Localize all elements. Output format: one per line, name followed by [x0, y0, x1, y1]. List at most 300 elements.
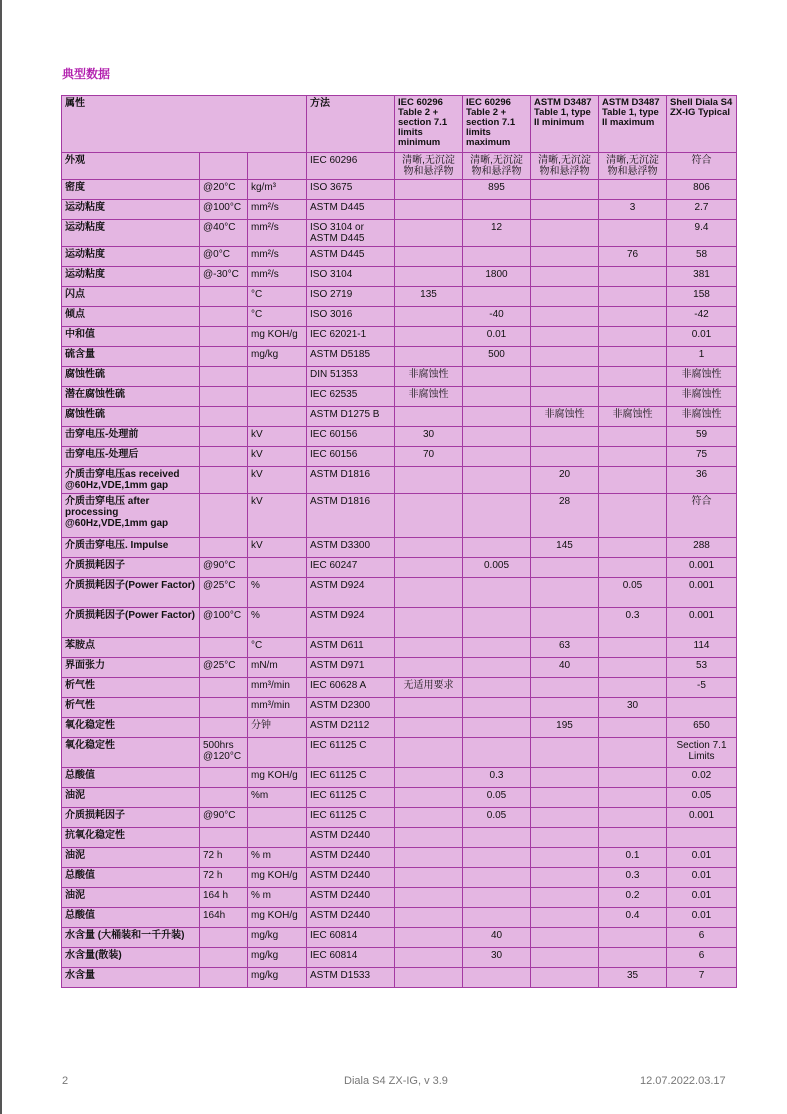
typical-cell: 75 — [667, 447, 737, 467]
astm-min-cell — [531, 447, 599, 467]
iec-min-cell — [395, 220, 463, 247]
iec-min-cell — [395, 888, 463, 908]
condition-cell — [200, 638, 248, 658]
method-cell: IEC 60296 — [307, 153, 395, 180]
iec-max-cell: 0.005 — [463, 558, 531, 578]
astm-min-cell — [531, 367, 599, 387]
iec-min-cell — [395, 247, 463, 267]
unit-cell: kg/m³ — [248, 180, 307, 200]
iec-min-cell: 无适用要求 — [395, 678, 463, 698]
iec-min-cell — [395, 848, 463, 868]
iec-min-cell — [395, 768, 463, 788]
iec-max-cell — [463, 494, 531, 538]
unit-cell — [248, 738, 307, 768]
typical-cell: 0.001 — [667, 608, 737, 638]
iec-min-cell — [395, 200, 463, 220]
method-cell: ASTM D611 — [307, 638, 395, 658]
property-cell: 介质击穿电压as received @60Hz,VDE,1mm gap — [62, 467, 200, 494]
typical-cell: 806 — [667, 180, 737, 200]
unit-cell: mN/m — [248, 658, 307, 678]
property-cell: 硫含量 — [62, 347, 200, 367]
table-row — [62, 347, 737, 367]
table-row — [62, 678, 737, 698]
method-cell: IEC 60814 — [307, 948, 395, 968]
table-row — [62, 718, 737, 738]
method-cell: ASTM D2112 — [307, 718, 395, 738]
typical-cell: 0.01 — [667, 848, 737, 868]
condition-cell — [200, 367, 248, 387]
table-row — [62, 558, 737, 578]
property-cell: 苯胺点 — [62, 638, 200, 658]
unit-cell: % m — [248, 848, 307, 868]
method-cell: IEC 60156 — [307, 427, 395, 447]
table-row — [62, 698, 737, 718]
method-cell: ASTM D2440 — [307, 888, 395, 908]
typical-cell — [667, 698, 737, 718]
property-cell: 析气性 — [62, 698, 200, 718]
iec-max-cell: 500 — [463, 347, 531, 367]
method-cell: ASTM D2440 — [307, 828, 395, 848]
iec-max-cell: 清晰,无沉淀物和悬浮物 — [463, 153, 531, 180]
astm-min-cell — [531, 928, 599, 948]
iec-max-cell: 0.3 — [463, 768, 531, 788]
astm-max-cell — [599, 347, 667, 367]
typical-cell: 符合 — [667, 494, 737, 538]
table-row — [62, 407, 737, 427]
condition-cell — [200, 327, 248, 347]
unit-cell: mg/kg — [248, 928, 307, 948]
typical-cell — [667, 828, 737, 848]
iec-min-cell — [395, 928, 463, 948]
iec-max-cell — [463, 738, 531, 768]
method-cell: ISO 2719 — [307, 287, 395, 307]
header-iec-max: IEC 60296 Table 2 + section 7.1 limits maximum — [463, 96, 531, 153]
iec-min-cell — [395, 347, 463, 367]
method-cell: ASTM D3300 — [307, 538, 395, 558]
iec-max-cell: 12 — [463, 220, 531, 247]
astm-min-cell — [531, 738, 599, 768]
astm-max-cell — [599, 494, 667, 538]
condition-cell — [200, 698, 248, 718]
astm-min-cell — [531, 307, 599, 327]
astm-min-cell — [531, 327, 599, 347]
iec-max-cell — [463, 968, 531, 988]
condition-cell: @25°C — [200, 578, 248, 608]
iec-max-cell — [463, 287, 531, 307]
iec-max-cell — [463, 407, 531, 427]
iec-min-cell — [395, 638, 463, 658]
astm-min-cell — [531, 200, 599, 220]
property-cell: 总酸值 — [62, 768, 200, 788]
iec-min-cell — [395, 180, 463, 200]
astm-min-cell: 195 — [531, 718, 599, 738]
method-cell: ASTM D924 — [307, 608, 395, 638]
astm-max-cell — [599, 220, 667, 247]
astm-min-cell: 145 — [531, 538, 599, 558]
unit-cell: kV — [248, 447, 307, 467]
table-row — [62, 638, 737, 658]
astm-min-cell — [531, 698, 599, 718]
iec-min-cell — [395, 908, 463, 928]
unit-cell: kV — [248, 467, 307, 494]
iec-min-cell — [395, 968, 463, 988]
astm-min-cell — [531, 287, 599, 307]
property-cell: 油泥 — [62, 788, 200, 808]
property-cell: 氧化稳定性 — [62, 718, 200, 738]
typical-cell: 0.001 — [667, 558, 737, 578]
iec-max-cell — [463, 678, 531, 698]
method-cell: IEC 61125 C — [307, 788, 395, 808]
astm-max-cell — [599, 558, 667, 578]
condition-cell: @40°C — [200, 220, 248, 247]
method-cell: IEC 61125 C — [307, 738, 395, 768]
condition-cell — [200, 467, 248, 494]
typical-cell: 36 — [667, 467, 737, 494]
method-cell: ASTM D971 — [307, 658, 395, 678]
footer-page-number: 2 — [62, 1075, 69, 1087]
table-row — [62, 447, 737, 467]
table-row — [62, 538, 737, 558]
unit-cell: mm²/s — [248, 220, 307, 247]
property-cell: 油泥 — [62, 848, 200, 868]
iec-min-cell — [395, 788, 463, 808]
unit-cell: mm³/min — [248, 698, 307, 718]
astm-max-cell: 0.4 — [599, 908, 667, 928]
table-row — [62, 908, 737, 928]
property-cell: 腐蚀性硫 — [62, 407, 200, 427]
method-cell: ASTM D1816 — [307, 467, 395, 494]
unit-cell: mg/kg — [248, 948, 307, 968]
property-cell: 油泥 — [62, 888, 200, 908]
iec-max-cell — [463, 367, 531, 387]
iec-min-cell — [395, 267, 463, 287]
astm-max-cell — [599, 718, 667, 738]
unit-cell — [248, 828, 307, 848]
unit-cell — [248, 387, 307, 407]
method-cell: IEC 61125 C — [307, 808, 395, 828]
astm-min-cell — [531, 788, 599, 808]
property-cell: 运动粘度 — [62, 200, 200, 220]
astm-min-cell: 63 — [531, 638, 599, 658]
table-body — [62, 153, 737, 988]
property-cell: 运动粘度 — [62, 220, 200, 247]
unit-cell: %m — [248, 788, 307, 808]
iec-max-cell — [463, 387, 531, 407]
unit-cell: % m — [248, 888, 307, 908]
iec-min-cell — [395, 608, 463, 638]
typical-data-table — [61, 95, 737, 988]
property-cell: 总酸值 — [62, 908, 200, 928]
iec-min-cell — [395, 948, 463, 968]
condition-cell — [200, 678, 248, 698]
astm-max-cell — [599, 768, 667, 788]
table-row — [62, 307, 737, 327]
astm-max-cell: 30 — [599, 698, 667, 718]
iec-min-cell: 非腐蚀性 — [395, 387, 463, 407]
typical-cell: 158 — [667, 287, 737, 307]
astm-max-cell — [599, 467, 667, 494]
table-row — [62, 153, 737, 180]
method-cell: ASTM D924 — [307, 578, 395, 608]
property-cell: 析气性 — [62, 678, 200, 698]
footer-date: 12.07.2022.03.17 — [640, 1075, 726, 1087]
iec-max-cell — [463, 608, 531, 638]
condition-cell — [200, 427, 248, 447]
unit-cell: mm³/min — [248, 678, 307, 698]
header-astm-min: ASTM D3487 Table 1, type II minimum — [531, 96, 599, 153]
typical-cell: 114 — [667, 638, 737, 658]
iec-max-cell — [463, 538, 531, 558]
astm-min-cell — [531, 968, 599, 988]
astm-min-cell — [531, 180, 599, 200]
method-cell: ASTM D1816 — [307, 494, 395, 538]
iec-min-cell: 30 — [395, 427, 463, 447]
condition-cell — [200, 788, 248, 808]
typical-cell: 0.05 — [667, 788, 737, 808]
condition-cell: 72 h — [200, 868, 248, 888]
footer-doc-name: Diala S4 ZX-IG, v 3.9 — [344, 1075, 448, 1087]
unit-cell: kV — [248, 494, 307, 538]
table-row — [62, 367, 737, 387]
property-cell: 中和值 — [62, 327, 200, 347]
astm-max-cell — [599, 948, 667, 968]
table-row — [62, 888, 737, 908]
condition-cell: 164 h — [200, 888, 248, 908]
method-cell: ASTM D1275 B — [307, 407, 395, 427]
iec-max-cell: 0.01 — [463, 327, 531, 347]
header-astm-max: ASTM D3487 Table 1, type II maximum — [599, 96, 667, 153]
typical-cell: 7 — [667, 968, 737, 988]
condition-cell: 500hrs @120°C — [200, 738, 248, 768]
astm-min-cell: 40 — [531, 658, 599, 678]
header-method: 方法 — [307, 96, 395, 153]
condition-cell: @90°C — [200, 808, 248, 828]
condition-cell: @-30°C — [200, 267, 248, 287]
method-cell: IEC 60628 A — [307, 678, 395, 698]
astm-max-cell — [599, 828, 667, 848]
astm-max-cell — [599, 738, 667, 768]
property-cell: 运动粘度 — [62, 267, 200, 287]
unit-cell: mg KOH/g — [248, 868, 307, 888]
iec-max-cell: 40 — [463, 928, 531, 948]
condition-cell: @25°C — [200, 658, 248, 678]
astm-min-cell — [531, 848, 599, 868]
unit-cell: °C — [248, 287, 307, 307]
typical-cell: 0.001 — [667, 808, 737, 828]
condition-cell — [200, 153, 248, 180]
iec-max-cell — [463, 828, 531, 848]
table-row — [62, 247, 737, 267]
condition-cell: @100°C — [200, 608, 248, 638]
unit-cell: mg KOH/g — [248, 908, 307, 928]
method-cell: ISO 3104 or ASTM D445 — [307, 220, 395, 247]
iec-max-cell — [463, 848, 531, 868]
astm-max-cell: 76 — [599, 247, 667, 267]
iec-min-cell: 135 — [395, 287, 463, 307]
iec-max-cell — [463, 658, 531, 678]
astm-min-cell — [531, 888, 599, 908]
typical-cell: 符合 — [667, 153, 737, 180]
iec-max-cell — [463, 578, 531, 608]
header-iec-min: IEC 60296 Table 2 + section 7.1 limits minimum — [395, 96, 463, 153]
unit-cell — [248, 558, 307, 578]
astm-min-cell — [531, 267, 599, 287]
unit-cell — [248, 367, 307, 387]
astm-min-cell — [531, 868, 599, 888]
property-cell: 介质损耗因子(Power Factor) — [62, 578, 200, 608]
iec-min-cell — [395, 738, 463, 768]
astm-min-cell: 20 — [531, 467, 599, 494]
condition-cell — [200, 928, 248, 948]
condition-cell: 72 h — [200, 848, 248, 868]
iec-min-cell: 非腐蚀性 — [395, 367, 463, 387]
iec-max-cell — [463, 908, 531, 928]
method-cell: IEC 61125 C — [307, 768, 395, 788]
table-row — [62, 387, 737, 407]
page-left-border — [0, 0, 2, 1114]
astm-max-cell: 0.3 — [599, 868, 667, 888]
typical-cell: 59 — [667, 427, 737, 447]
astm-max-cell — [599, 427, 667, 447]
astm-min-cell: 非腐蚀性 — [531, 407, 599, 427]
astm-max-cell: 0.2 — [599, 888, 667, 908]
astm-min-cell — [531, 808, 599, 828]
method-cell: DIN 51353 — [307, 367, 395, 387]
typical-cell: 0.01 — [667, 868, 737, 888]
method-cell: ISO 3016 — [307, 307, 395, 327]
iec-min-cell — [395, 578, 463, 608]
typical-cell: 1 — [667, 347, 737, 367]
unit-cell: mg KOH/g — [248, 768, 307, 788]
condition-cell: @0°C — [200, 247, 248, 267]
table-row — [62, 808, 737, 828]
table-row — [62, 608, 737, 638]
iec-min-cell — [395, 658, 463, 678]
condition-cell — [200, 538, 248, 558]
astm-min-cell — [531, 427, 599, 447]
typical-cell: -5 — [667, 678, 737, 698]
iec-max-cell — [463, 638, 531, 658]
astm-min-cell — [531, 908, 599, 928]
iec-max-cell — [463, 718, 531, 738]
table-row — [62, 658, 737, 678]
astm-max-cell — [599, 387, 667, 407]
typical-cell: 2.7 — [667, 200, 737, 220]
table-row — [62, 287, 737, 307]
astm-min-cell: 清晰,无沉淀物和悬浮物 — [531, 153, 599, 180]
iec-min-cell — [395, 467, 463, 494]
method-cell: IEC 60247 — [307, 558, 395, 578]
condition-cell — [200, 948, 248, 968]
typical-cell: 650 — [667, 718, 737, 738]
table-row — [62, 578, 737, 608]
method-cell: ASTM D2440 — [307, 908, 395, 928]
astm-min-cell — [531, 608, 599, 638]
iec-min-cell — [395, 327, 463, 347]
method-cell: ASTM D445 — [307, 247, 395, 267]
property-cell: 抗氧化稳定性 — [62, 828, 200, 848]
table-row — [62, 788, 737, 808]
astm-max-cell — [599, 327, 667, 347]
property-cell: 倾点 — [62, 307, 200, 327]
typical-cell: 6 — [667, 948, 737, 968]
astm-min-cell — [531, 247, 599, 267]
unit-cell — [248, 407, 307, 427]
astm-min-cell — [531, 220, 599, 247]
property-cell: 外观 — [62, 153, 200, 180]
astm-min-cell — [531, 387, 599, 407]
property-cell: 腐蚀性硫 — [62, 367, 200, 387]
method-cell: IEC 62535 — [307, 387, 395, 407]
astm-max-cell: 0.3 — [599, 608, 667, 638]
typical-cell: 53 — [667, 658, 737, 678]
typical-cell: 非腐蚀性 — [667, 407, 737, 427]
astm-max-cell — [599, 538, 667, 558]
property-cell: 介质击穿电压 after processing @60Hz,VDE,1mm gap — [62, 494, 200, 538]
unit-cell: % — [248, 608, 307, 638]
table-row — [62, 738, 737, 768]
typical-cell: 非腐蚀性 — [667, 387, 737, 407]
unit-cell: mg/kg — [248, 968, 307, 988]
table-row — [62, 220, 737, 247]
method-cell: IEC 62021-1 — [307, 327, 395, 347]
unit-cell: mg KOH/g — [248, 327, 307, 347]
astm-max-cell — [599, 447, 667, 467]
iec-max-cell — [463, 200, 531, 220]
method-cell: ISO 3675 — [307, 180, 395, 200]
section-title: 典型数据 — [62, 67, 111, 81]
unit-cell: kV — [248, 427, 307, 447]
property-cell: 水含量 (大桶装和一千升装) — [62, 928, 200, 948]
typical-cell: 0.02 — [667, 768, 737, 788]
astm-max-cell — [599, 788, 667, 808]
iec-max-cell: 0.05 — [463, 788, 531, 808]
astm-max-cell: 0.05 — [599, 578, 667, 608]
typical-cell: 9.4 — [667, 220, 737, 247]
method-cell: IEC 60156 — [307, 447, 395, 467]
property-cell: 密度 — [62, 180, 200, 200]
table-row — [62, 848, 737, 868]
iec-min-cell — [395, 407, 463, 427]
astm-max-cell — [599, 638, 667, 658]
header-typical: Shell Diala S4 ZX-IG Typical — [667, 96, 737, 153]
property-cell: 总酸值 — [62, 868, 200, 888]
condition-cell — [200, 347, 248, 367]
method-cell: IEC 60814 — [307, 928, 395, 948]
iec-min-cell — [395, 808, 463, 828]
astm-min-cell — [531, 768, 599, 788]
iec-min-cell: 清晰,无沉淀物和悬浮物 — [395, 153, 463, 180]
unit-cell: mm²/s — [248, 200, 307, 220]
iec-max-cell: -40 — [463, 307, 531, 327]
unit-cell — [248, 808, 307, 828]
unit-cell: °C — [248, 307, 307, 327]
table-row — [62, 768, 737, 788]
iec-min-cell: 70 — [395, 447, 463, 467]
iec-min-cell — [395, 828, 463, 848]
iec-min-cell — [395, 538, 463, 558]
astm-min-cell — [531, 347, 599, 367]
astm-min-cell — [531, 678, 599, 698]
unit-cell: mm²/s — [248, 267, 307, 287]
property-cell: 击穿电压-处理前 — [62, 427, 200, 447]
astm-max-cell — [599, 180, 667, 200]
property-cell: 潜在腐蚀性硫 — [62, 387, 200, 407]
table-row — [62, 467, 737, 494]
astm-max-cell: 35 — [599, 968, 667, 988]
table-row — [62, 327, 737, 347]
astm-max-cell — [599, 928, 667, 948]
